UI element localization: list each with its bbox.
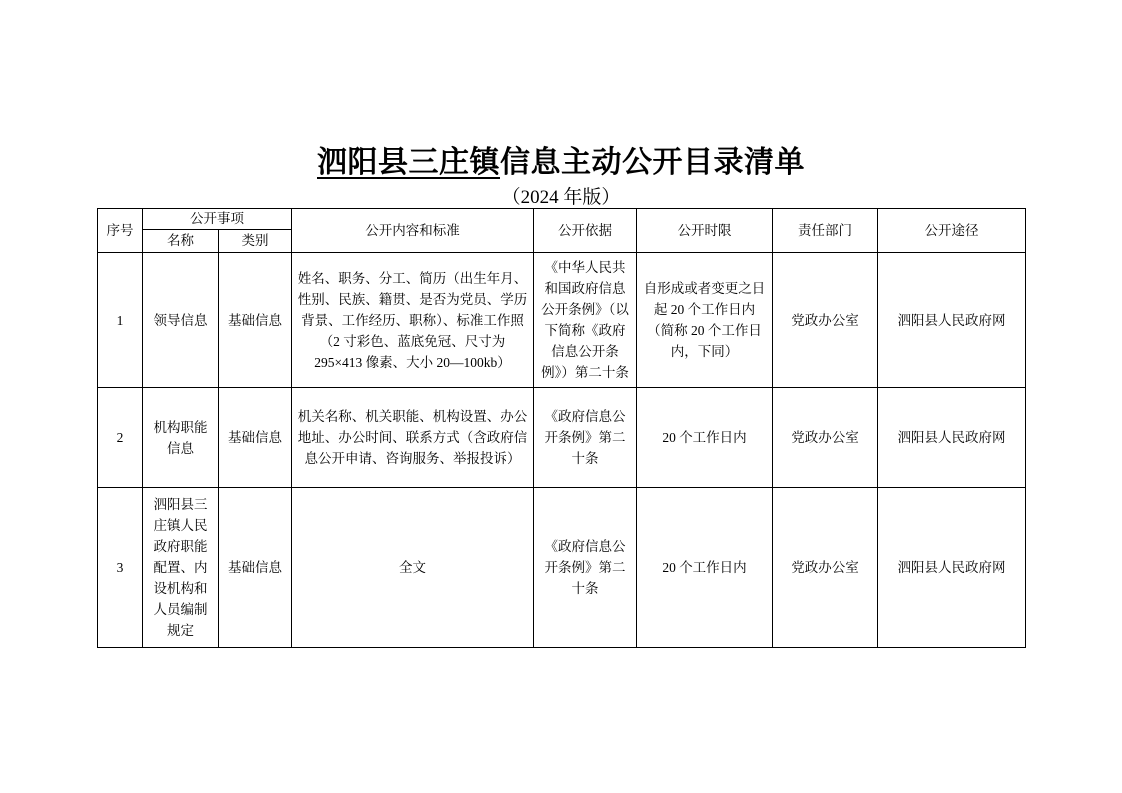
cell-serial-number: 3 bbox=[98, 488, 143, 648]
header-content-and-standard: 公开内容和标准 bbox=[292, 209, 534, 253]
cell-serial-number: 1 bbox=[98, 253, 143, 388]
cell-department: 党政办公室 bbox=[773, 388, 878, 488]
header-time-limit: 公开时限 bbox=[637, 209, 773, 253]
page-subtitle: （2024 年版） bbox=[501, 187, 621, 208]
cell-item-name: 泗阳县三庄镇人民政府职能配置、内设机构和人员编制规定 bbox=[143, 488, 219, 648]
cell-category: 基础信息 bbox=[219, 388, 292, 488]
cell-channel: 泗阳县人民政府网 bbox=[878, 253, 1026, 388]
cell-category: 基础信息 bbox=[219, 253, 292, 388]
cell-serial-number: 2 bbox=[98, 388, 143, 488]
disclosure-catalog-table bbox=[97, 208, 1026, 648]
table-row bbox=[98, 488, 1026, 648]
cell-channel: 泗阳县人民政府网 bbox=[878, 488, 1026, 648]
header-disclosure-item-group: 公开事项 bbox=[143, 209, 292, 230]
cell-time-limit: 20 个工作日内 bbox=[637, 488, 773, 648]
cell-item-name: 领导信息 bbox=[143, 253, 219, 388]
cell-basis: 《中华人民共和国政府信息公开条例》（以下简称《政府信息公开条例》）第二十条 bbox=[534, 253, 637, 388]
cell-category: 基础信息 bbox=[219, 488, 292, 648]
table-row bbox=[98, 253, 1026, 388]
cell-item-name: 机构职能信息 bbox=[143, 388, 219, 488]
header-channel: 公开途径 bbox=[878, 209, 1026, 253]
page-title-underlined-part: 泗阳县三庄镇 bbox=[317, 146, 500, 179]
cell-basis: 《政府信息公开条例》第二十条 bbox=[534, 388, 637, 488]
cell-content-standard: 机关名称、机关职能、机构设置、办公地址、办公时间、联系方式（含政府信息公开申请、咨询服务、举报投诉） bbox=[292, 388, 534, 488]
header-serial-number: 序号 bbox=[98, 209, 143, 253]
header-name: 名称 bbox=[143, 230, 219, 253]
table-row bbox=[98, 388, 1026, 488]
cell-basis: 《政府信息公开条例》第二十条 bbox=[534, 488, 637, 648]
cell-department: 党政办公室 bbox=[773, 488, 878, 648]
header-basis: 公开依据 bbox=[534, 209, 637, 253]
cell-department: 党政办公室 bbox=[773, 253, 878, 388]
cell-time-limit: 自形成或者变更之日起 20 个工作日内（简称 20 个工作日内，下同） bbox=[637, 253, 773, 388]
page-title bbox=[0, 137, 1122, 181]
cell-channel: 泗阳县人民政府网 bbox=[878, 388, 1026, 488]
header-category: 类别 bbox=[219, 230, 292, 253]
header-department: 责任部门 bbox=[773, 209, 878, 253]
cell-time-limit: 20 个工作日内 bbox=[637, 388, 773, 488]
table-header-row-top bbox=[98, 209, 1026, 230]
cell-content-standard: 全文 bbox=[292, 488, 534, 648]
cell-content-standard: 姓名、职务、分工、简历（出生年月、性别、民族、籍贯、是否为党员、学历背景、工作经历、职称）、标准工作照（2 寸彩色、蓝底免冠、尺寸为 295×413 像素、大小 20—100kb） bbox=[292, 253, 534, 388]
page-title-rest-part: 信息主动公开目录清单 bbox=[500, 146, 805, 179]
